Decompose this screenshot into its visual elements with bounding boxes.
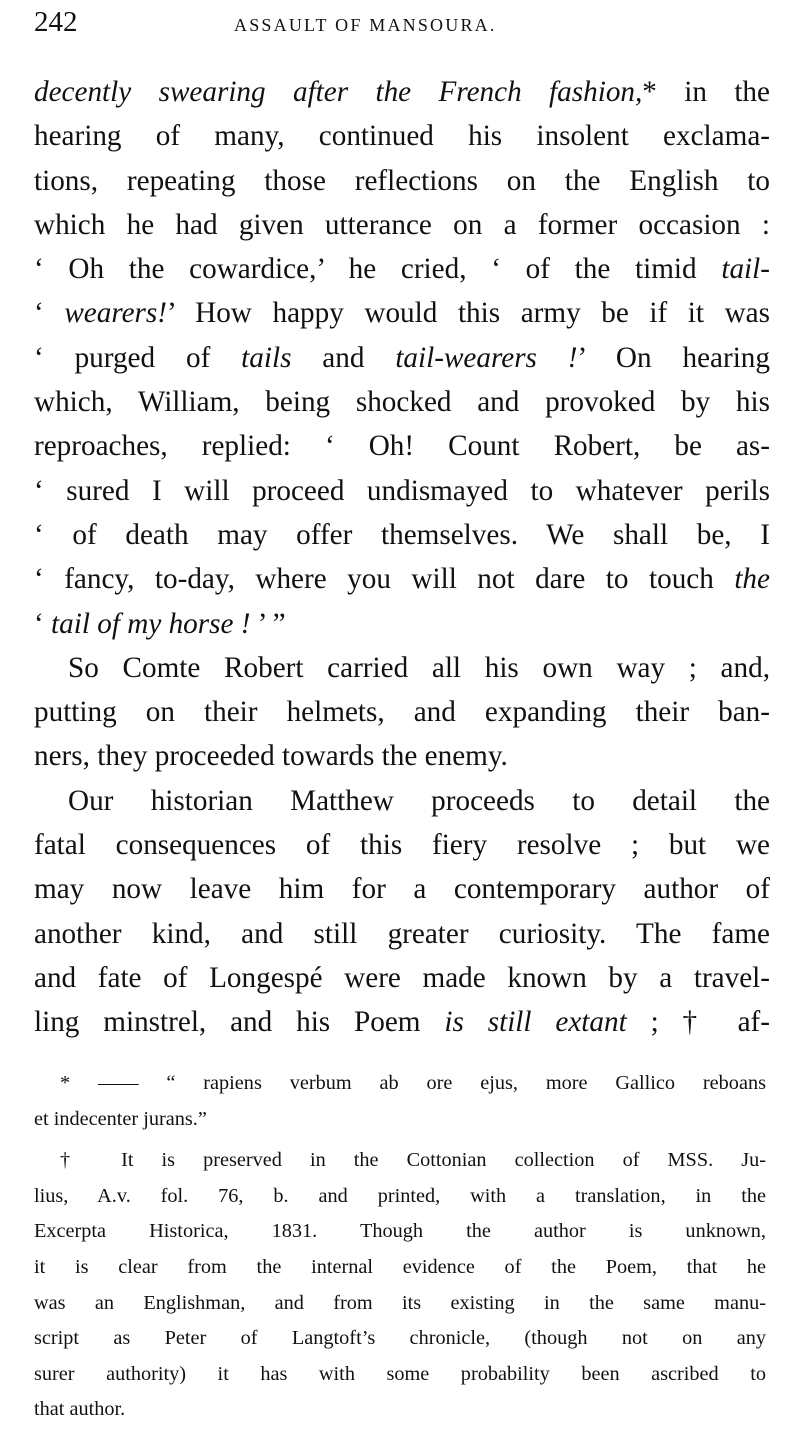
running-head: ASSAULT OF MANSOURA.	[234, 15, 497, 35]
body-line	[34, 70, 770, 114]
text-run: hearing of many, continued his insolent exclama-	[34, 120, 770, 153]
text-run: ‘ Oh the cowardice,’ he cried, ‘ of the timid	[34, 253, 722, 286]
text-run: ‘ of death may offer themselves. We shall be, I	[34, 518, 770, 551]
italic-text: is still extant	[444, 1006, 627, 1039]
text-run: that author.	[34, 1398, 126, 1421]
page-number: 242	[34, 6, 78, 38]
body-line	[34, 291, 770, 335]
text-run: † It is preserved in the Cottonian collection of MSS. Ju-	[60, 1149, 766, 1172]
body-line	[34, 557, 770, 601]
text-run: was an Englishman, and from its existing in the same manu-	[34, 1291, 766, 1314]
text-run: another kind, and still greater curiosity. The fame	[34, 917, 770, 950]
text-run: ’ How happy would this army be if it was	[167, 297, 770, 330]
footnote-line	[34, 1286, 766, 1322]
text-run: ners, they proceeded towards the enemy.	[34, 740, 508, 773]
text-run: ‘ purged of	[34, 341, 242, 374]
body-line	[34, 646, 770, 690]
body-line	[34, 380, 770, 424]
body-line	[34, 779, 770, 823]
body-line	[34, 823, 770, 867]
body-text	[34, 70, 770, 1045]
body-line	[34, 867, 770, 911]
body-line	[34, 734, 770, 778]
text-run: and	[291, 341, 396, 374]
body-line	[34, 513, 770, 557]
italic-text: tail-wearers !	[395, 341, 578, 374]
footnote-line	[34, 1179, 766, 1215]
text-run: ling minstrel, and his Poem	[34, 1006, 445, 1039]
text-run: fatal consequences of this fiery resolve ; but we	[34, 829, 770, 862]
body-line	[34, 247, 770, 291]
text-run: ’ ”	[250, 607, 286, 640]
text-run: ‘	[34, 297, 65, 330]
text-run: Excerpta Historica, 1831. Though the author is unknown,	[34, 1220, 766, 1243]
page-header	[34, 2, 770, 44]
text-run: script as Peter of Langtoft’s chronicle, (though not on any	[34, 1327, 766, 1350]
text-run: ‘ fancy, to-day, where you will not dare to touch	[34, 563, 735, 596]
text-run: ‘ sured I will proceed undismayed to whatever perils	[34, 474, 770, 507]
italic-text: decently swearing after the French fashion,	[34, 76, 643, 108]
text-run: may now leave him for a contemporary author of	[34, 873, 770, 906]
text-run: and fate of Longespé were made known by a travel-	[34, 961, 770, 994]
text-run: ; † af-	[626, 1006, 770, 1039]
body-line	[34, 690, 770, 734]
body-line	[34, 912, 770, 956]
footnotes	[34, 1066, 766, 1428]
text-run: putting on their helmets, and expanding their ban-	[34, 696, 770, 729]
body-line	[34, 114, 770, 158]
body-line	[34, 469, 770, 513]
text-run: tions, repeating those reflections on the English to	[34, 164, 770, 197]
italic-text: tail of my horse !	[51, 607, 251, 640]
text-run: which he had given utterance on a former occasion :	[34, 208, 770, 241]
body-line	[34, 159, 770, 203]
italic-text: wearers!	[64, 297, 167, 330]
body-line	[34, 424, 770, 468]
body-line	[34, 602, 770, 646]
text-run: surer authority) it has with some probability been ascribed to	[34, 1362, 766, 1385]
footnote-line	[34, 1321, 766, 1357]
text-run: which, William, being shocked and provoked by his	[34, 386, 770, 419]
footnote-line	[34, 1102, 766, 1138]
body-line	[34, 203, 770, 247]
text-run: lius, A.v. fol. 76, b. and printed, with a translation, in the	[34, 1184, 766, 1207]
text-run: Our historian Matthew proceeds to detail the	[68, 784, 770, 817]
footnote-line	[34, 1392, 766, 1428]
footnote-line	[34, 1357, 766, 1393]
italic-text: tail-	[721, 253, 770, 286]
text-run: So Comte Robert carried all his own way ; and,	[68, 651, 770, 684]
text-run: et indecenter jurans.”	[34, 1107, 207, 1130]
text-run: * in the	[642, 76, 770, 108]
text-run: it is clear from the internal evidence of the Poem, that he	[34, 1255, 766, 1278]
italic-text: tails	[241, 341, 292, 374]
text-run: ‘	[34, 607, 52, 640]
body-line	[34, 1000, 770, 1044]
italic-text: the	[734, 563, 770, 596]
footnote-line	[34, 1143, 766, 1179]
body-line	[34, 956, 770, 1000]
text-run: ’ On hearing	[577, 341, 770, 374]
text-run: reproaches, replied: ‘ Oh! Count Robert, be as-	[34, 430, 770, 463]
footnote-line	[34, 1066, 766, 1102]
footnote-line	[34, 1214, 766, 1250]
body-line	[34, 336, 770, 380]
footnote-line	[34, 1250, 766, 1286]
text-run: * —— “ rapiens verbum ab ore ejus, more Gallico reboans	[60, 1072, 766, 1094]
